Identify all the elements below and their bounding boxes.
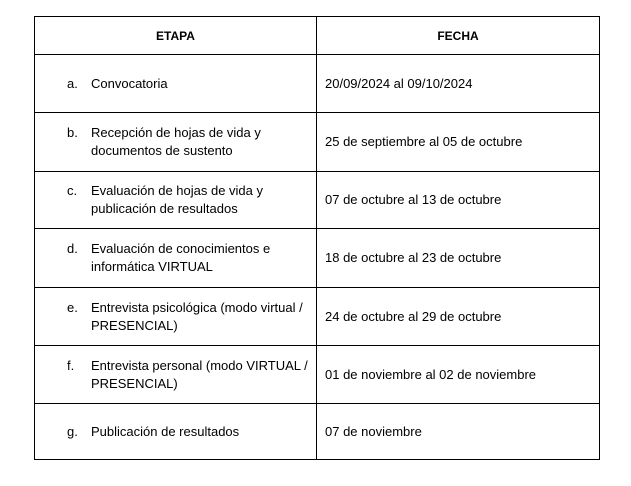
table-row bbox=[35, 229, 600, 288]
etapa-cell bbox=[35, 346, 317, 404]
table-row bbox=[35, 55, 600, 113]
table-row bbox=[35, 288, 600, 346]
row-letter: d. bbox=[67, 241, 78, 256]
etapa-text: Entrevista psicológica (modo virtual / PRESENCIAL) bbox=[91, 299, 303, 333]
etapa-cell bbox=[35, 113, 317, 172]
etapa-text: Entrevista personal (modo VIRTUAL / PRESENCIAL) bbox=[91, 357, 308, 391]
fecha-cell: 24 de octubre al 29 de octubre bbox=[317, 288, 600, 346]
row-letter: b. bbox=[67, 125, 78, 140]
etapa-text: Evaluación de hojas de vida y publicación de resultados bbox=[91, 183, 264, 216]
fecha-cell: 01 de noviembre al 02 de noviembre bbox=[317, 346, 600, 404]
table-row bbox=[35, 113, 600, 172]
etapa-cell bbox=[35, 404, 317, 460]
row-letter: c. bbox=[67, 183, 78, 198]
etapa-cell bbox=[35, 288, 317, 346]
fecha-cell: 18 de octubre al 23 de octubre bbox=[317, 229, 600, 288]
fecha-cell: 07 de noviembre bbox=[317, 404, 600, 460]
etapa-cell bbox=[35, 229, 317, 288]
header-fecha: FECHA bbox=[317, 17, 600, 55]
table-row bbox=[35, 172, 600, 229]
table-row bbox=[35, 404, 600, 460]
fecha-cell: 25 de septiembre al 05 de octubre bbox=[317, 113, 600, 172]
table-row bbox=[35, 346, 600, 404]
etapa-cell bbox=[35, 172, 317, 229]
etapa-text: Evaluación de conocimientos e informática VIRTUAL bbox=[91, 241, 271, 274]
row-letter: a. bbox=[67, 75, 78, 91]
etapa-text: Publicación de resultados bbox=[91, 423, 240, 439]
etapa-text: Convocatoria bbox=[91, 75, 168, 91]
header-row bbox=[35, 17, 600, 55]
schedule-table bbox=[34, 16, 600, 460]
header-etapa: ETAPA bbox=[35, 17, 317, 55]
row-letter: g. bbox=[67, 423, 78, 439]
fecha-cell: 20/09/2024 al 09/10/2024 bbox=[317, 55, 600, 113]
etapa-text: Recepción de hojas de vida y documentos de sustento bbox=[91, 125, 261, 158]
row-letter: e. bbox=[67, 299, 78, 315]
row-letter: f. bbox=[67, 357, 75, 373]
fecha-cell: 07 de octubre al 13 de octubre bbox=[317, 172, 600, 229]
etapa-cell bbox=[35, 55, 317, 113]
